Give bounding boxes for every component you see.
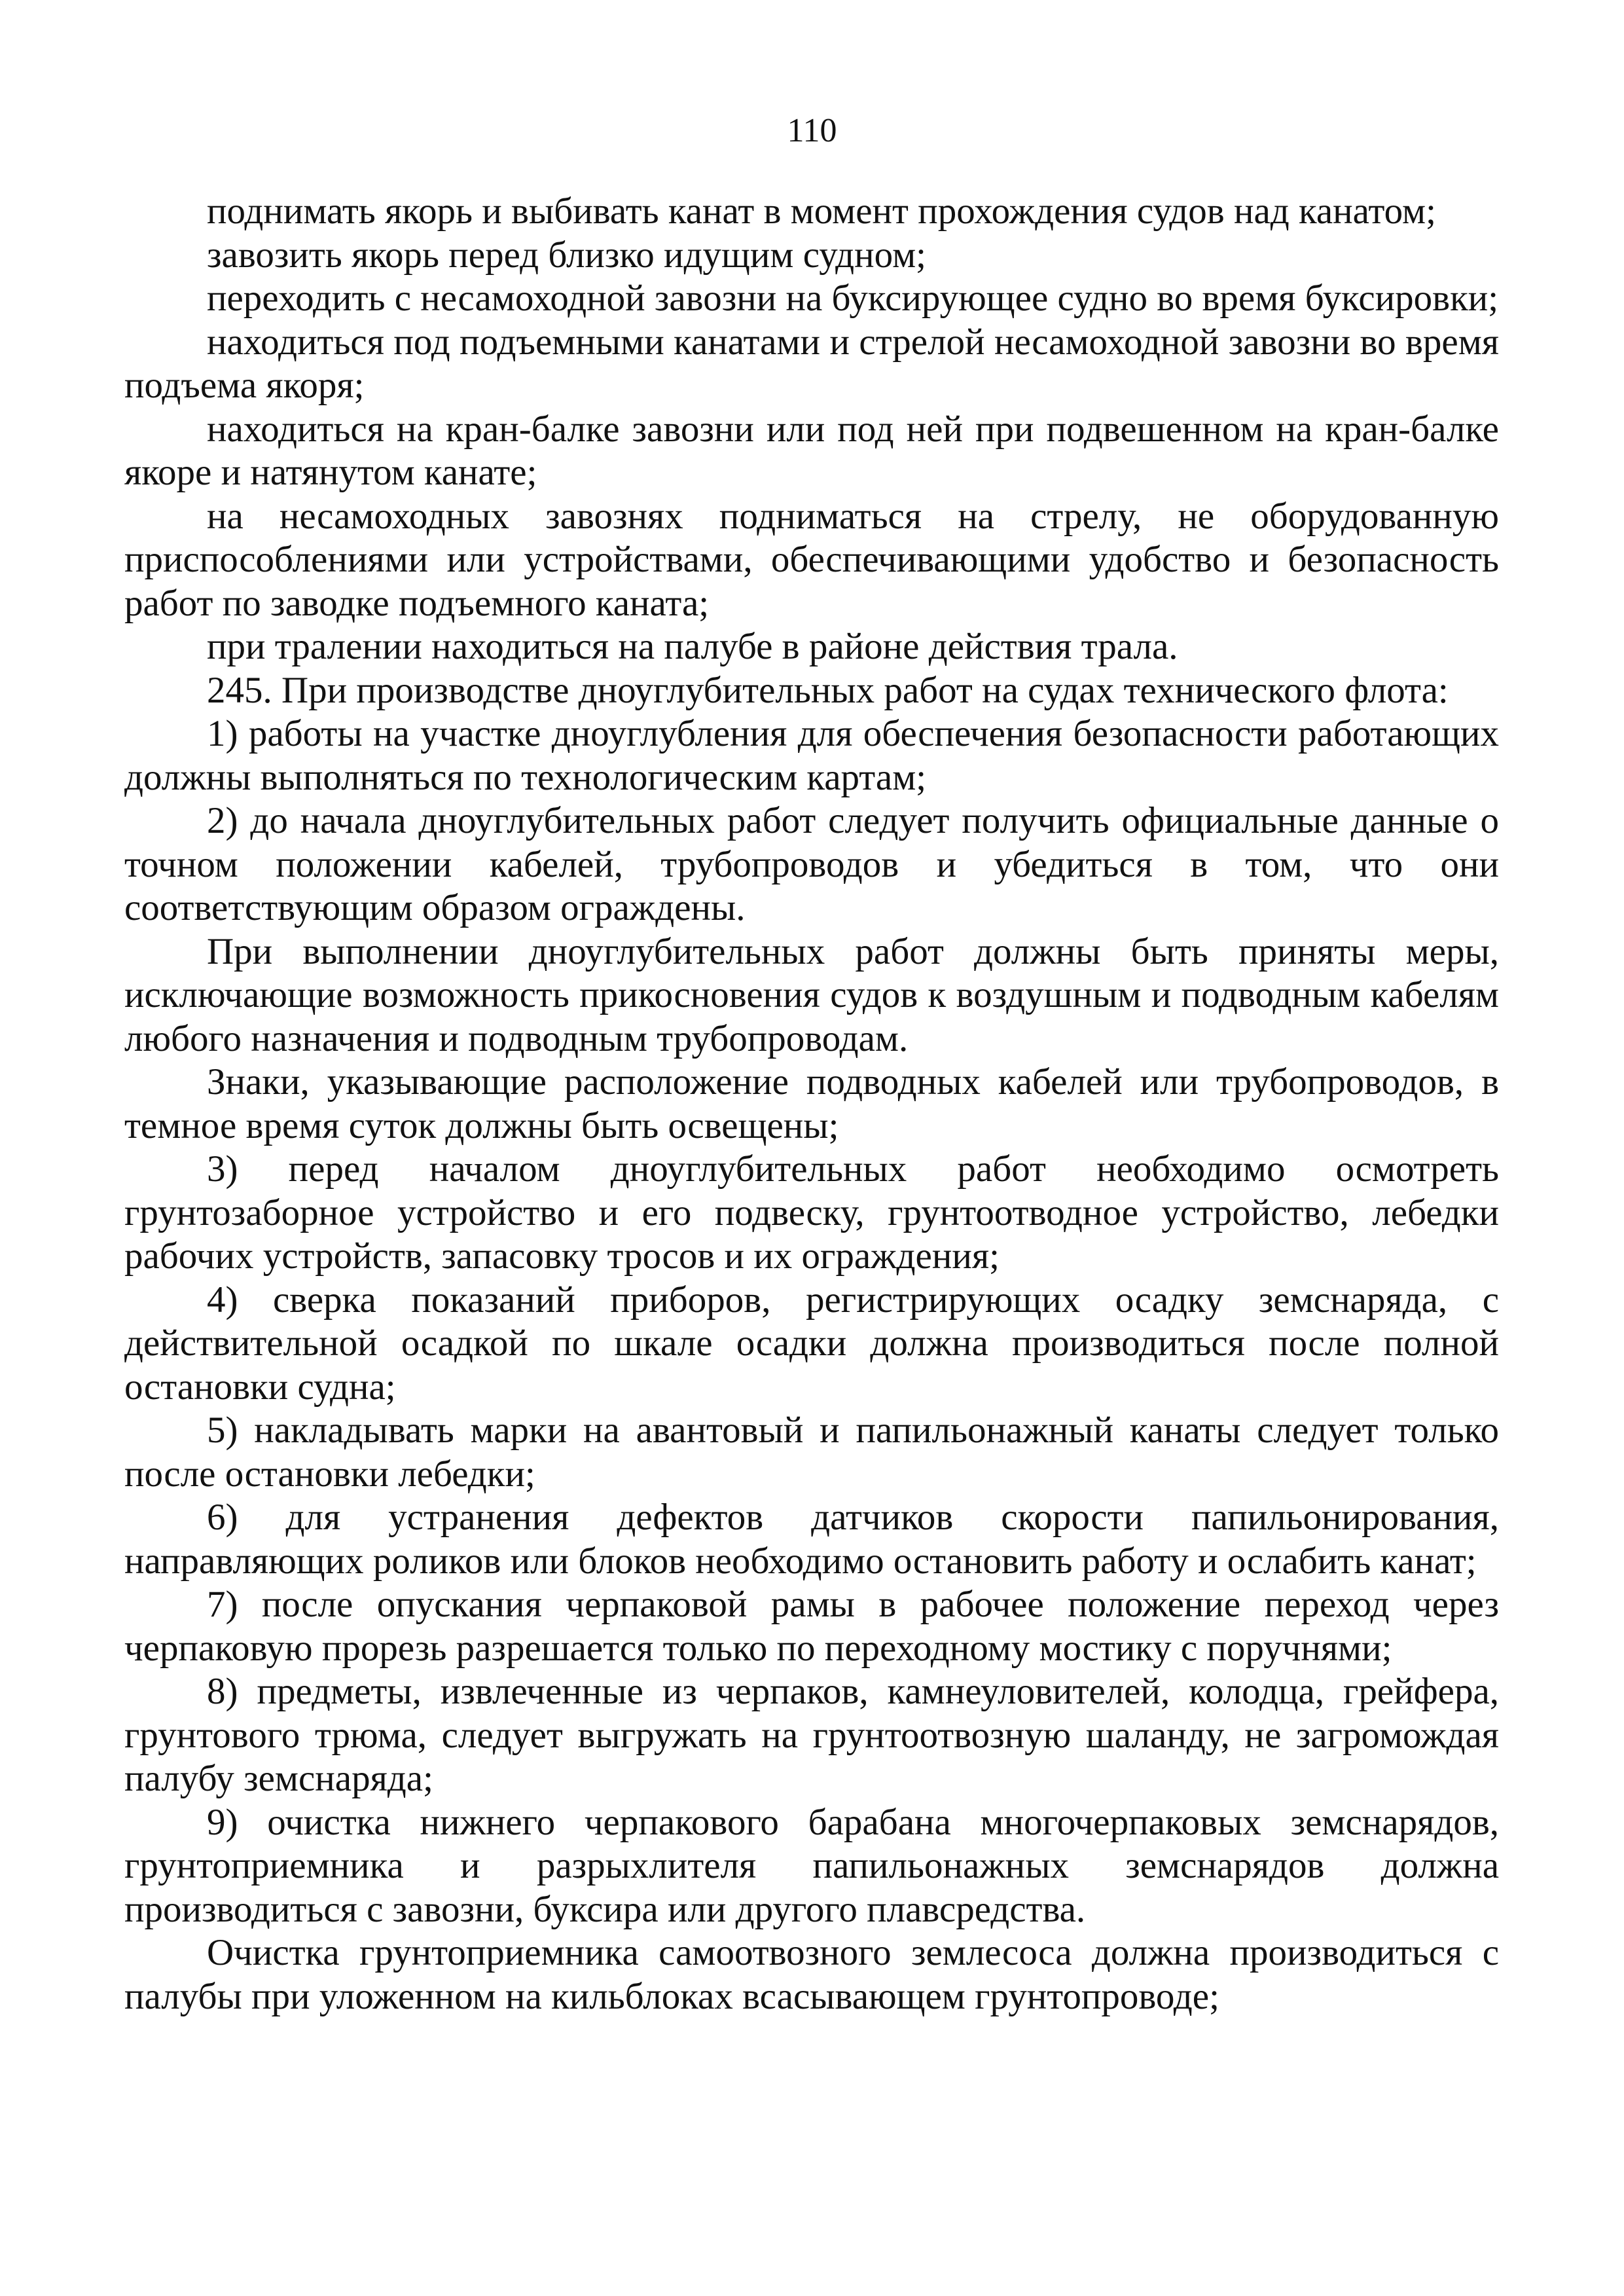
paragraph: 2) до начала дноуглубительных работ следует получить официальные данные о точном положении кабелей, трубопроводов и убедиться в том, что они соответствующим образом ограждены. [124, 800, 1499, 928]
paragraph: на несамоходных завознях подниматься на стрелу, не оборудованную приспособлениями или устройствами, обеспечивающими удобство и безопасность работ по заводке подъемного каната; [124, 495, 1499, 624]
body-text [124, 190, 1499, 2018]
paragraph: 5) накладывать марки на авантовый и папильонажный канаты следует только после остановки лебедки; [124, 1410, 1499, 1495]
paragraph: При выполнении дноуглубительных работ должны быть приняты меры, исключающие возможность прикосновения судов к воздушным и подводным кабелям любого назначения и подводным трубопроводам. [124, 930, 1499, 1059]
paragraph: переходить с несамоходной завозни на буксирующее судно во время буксировки; [207, 278, 1499, 319]
paragraph: 8) предметы, извлеченные из черпаков, камнеуловителей, колодца, грейфера, грунтового трюма, следует выгружать на грунтоотвозную шаланду, не загромождая палубу земснаряда; [124, 1671, 1499, 1799]
paragraph: завозить якорь перед близко идущим судном; [207, 234, 926, 276]
paragraph: 4) сверка показаний приборов, регистрирующих осадку земснаряда, с действительной осадкой по шкале осадки должна производиться после полной остановки судна; [124, 1279, 1499, 1408]
paragraph: Знаки, указывающие расположение подводных кабелей или трубопроводов, в темное время суток должны быть освещены; [124, 1061, 1499, 1146]
paragraph: 7) после опускания черпаковой рамы в рабочее положение переход через черпаковую прорезь разрешается только по переходному мостику с поручнями; [124, 1584, 1499, 1669]
paragraph: Очистка грунтоприемника самоотвозного землесоса должна производиться с палубы при уложенном на кильблоках всасывающем грунтопроводе; [124, 1932, 1499, 2017]
paragraph: 6) для устранения дефектов датчиков скорости папильонирования, направляющих роликов или блоков необходимо остановить работу и ослабить канат; [124, 1497, 1499, 1582]
page-number: 110 [787, 112, 837, 149]
paragraph: 245. При производстве дноуглубительных работ на судах технического флота: [207, 669, 1449, 711]
paragraph: 1) работы на участке дноуглубления для обеспечения безопасности работающих должны выполняться по технологическим картам; [124, 713, 1499, 798]
paragraph: находиться на кран-балке завозни или под ней при подвешенном на кран-балке якоре и натянутом канате; [124, 408, 1499, 493]
paragraph: 9) очистка нижнего черпакового барабана многочерпаковых земснарядов, грунтоприемника и разрыхлителя папильонажных земснарядов должна производиться с завозни, буксира или другого плавсредства. [124, 1801, 1499, 1930]
paragraph: 3) перед началом дноуглубительных работ необходимо осмотреть грунтозаборное устройство и его подвеску, грунтоотводное устройство, лебедки рабочих устройств, запасовку тросов и их ограждения; [124, 1148, 1499, 1277]
paragraph: поднимать якорь и выбивать канат в момент прохождения судов над канатом; [207, 191, 1436, 232]
paragraph: находиться под подъемными канатами и стрелой несамоходной завозни во время подъема якоря; [124, 321, 1499, 406]
paragraph: при тралении находиться на палубе в районе действия трала. [207, 626, 1178, 667]
